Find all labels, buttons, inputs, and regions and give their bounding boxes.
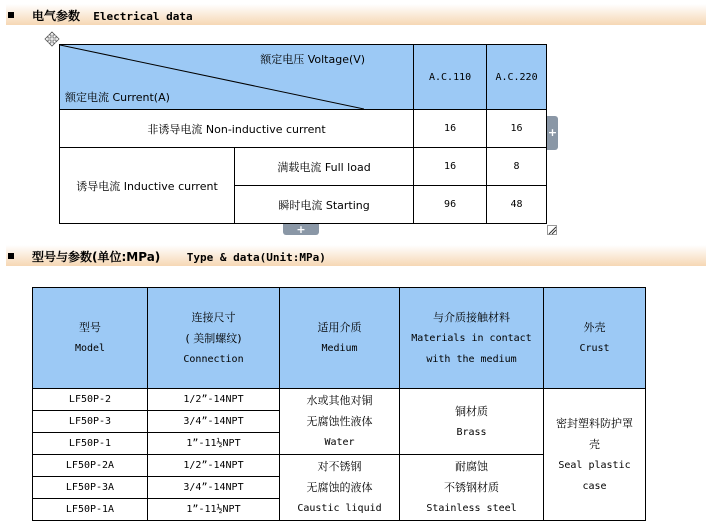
add-row-button[interactable] (283, 224, 319, 235)
bullet-square-icon (8, 253, 14, 259)
bullet-square-icon (8, 12, 14, 18)
connection-cell: 1”-11½NPT (148, 433, 280, 455)
non-inductive-220: 16 (487, 110, 547, 148)
material-group-2: 耐腐蚀 不锈钢材质 Stainless steel (400, 455, 544, 521)
model-cell: LF50P-2 (33, 389, 148, 411)
current-header: 额定电流 Current(A) (65, 91, 170, 104)
full-load-110: 16 (414, 148, 487, 186)
non-inductive-110: 16 (414, 110, 487, 148)
plus-icon: + (547, 126, 558, 139)
full-load-label: 满载电流 Full load (235, 148, 414, 186)
full-load-220: 8 (487, 148, 547, 186)
model-cell: LF50P-1A (33, 499, 148, 521)
connection-cell: 1”-11½NPT (148, 499, 280, 521)
connection-cell: 1/2”-14NPT (148, 389, 280, 411)
crust-cell: 密封塑料防护罩 壳 Seal plastic case (544, 389, 646, 521)
resize-handle-icon[interactable] (547, 225, 557, 235)
move-handle-icon[interactable] (44, 31, 60, 47)
non-inductive-label: 非诱导电流 Non-inductive current (60, 110, 414, 148)
voltage-110-header: A.C.110 (414, 45, 487, 110)
connection-cell: 3/4”-14NPT (148, 477, 280, 499)
voltage-header: 额定电压 Voltage(V) (260, 53, 366, 66)
medium-group-2: 对不锈钢 无腐蚀的液体 Caustic liquid (280, 455, 400, 521)
model-cell: LF50P-2A (33, 455, 148, 477)
section-header-electrical (6, 4, 706, 25)
add-column-button[interactable] (547, 116, 558, 150)
header-materials: 与介质接触材料 Materials in contact with the medium (400, 288, 544, 389)
inductive-label: 诱导电流 Inductive current (60, 148, 235, 224)
connection-cell: 1/2”-14NPT (148, 455, 280, 477)
model-cell: LF50P-3A (33, 477, 148, 499)
section-header-type (6, 245, 706, 266)
section-title-cn: 型号与参数(单位:MPa) (32, 250, 161, 264)
header-crust: 外壳 Crust (544, 288, 646, 389)
starting-label: 瞬时电流 Starting (235, 186, 414, 224)
starting-220: 48 (487, 186, 547, 224)
diagonal-header-cell (60, 45, 414, 110)
electrical-data-table (59, 44, 547, 224)
header-connection: 连接尺寸 ( 美制螺纹) Connection (148, 288, 280, 389)
section-title-en: Type & data(Unit:MPa) (186, 251, 326, 264)
connection-cell: 3/4”-14NPT (148, 411, 280, 433)
header-medium: 适用介质 Medium (280, 288, 400, 389)
medium-group-1: 水或其他对铜 无腐蚀性液体 Water (280, 389, 400, 455)
model-data-table (32, 287, 646, 521)
voltage-220-header: A.C.220 (487, 45, 547, 110)
section-title-en: Electrical data (93, 10, 193, 23)
section-title-cn: 电气参数 (32, 9, 81, 23)
header-model: 型号 Model (33, 288, 148, 389)
model-cell: LF50P-3 (33, 411, 148, 433)
material-group-1: 铜材质 Brass (400, 389, 544, 455)
starting-110: 96 (414, 186, 487, 224)
model-cell: LF50P-1 (33, 433, 148, 455)
plus-icon: + (296, 223, 306, 236)
